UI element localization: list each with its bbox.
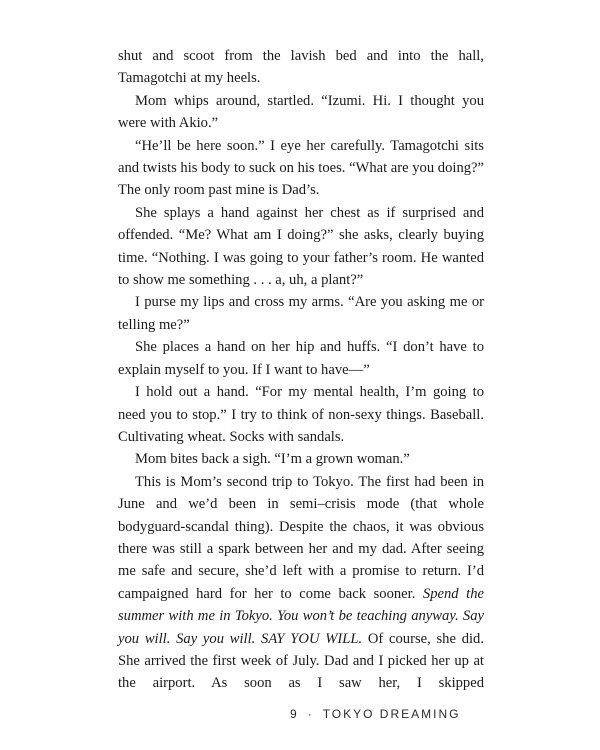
paragraph-1: shut and scoot from the lavish bed and into the hall, Tamagotchi at my heels. bbox=[118, 48, 484, 87]
paragraph-6: She places a hand on her hip and huffs. “I don’t have to explain myself to you. If I want to have—” bbox=[118, 339, 484, 378]
paragraph-5: I purse my lips and cross my arms. “Are you asking me or telling me?” bbox=[118, 294, 484, 333]
running-title: TOKYO DREAMING bbox=[322, 707, 461, 721]
body-text bbox=[118, 45, 484, 695]
paragraph-8: Mom bites back a sigh. “I’m a grown woman.” bbox=[135, 451, 410, 468]
paragraph-2: Mom whips around, startled. “Izumi. Hi. I thought you were with Akio.” bbox=[118, 92, 484, 132]
paragraph-4: She splays a hand against her chest as if surprised and offended. “Me? What am I doing?” she asks, clearly buying time. “Nothing. I was going to your father’s room. He wanted to show me something . . . a, uh, a plant?” bbox=[118, 204, 484, 289]
paragraph-7: I hold out a hand. “For my mental health, I’m going to need you to stop.” I try to think of non-sexy things. Baseball. Cultivating wheat. Socks with sandals. bbox=[118, 384, 484, 445]
footer-separator: · bbox=[307, 707, 314, 721]
page-number: 9 bbox=[290, 707, 299, 721]
paragraph-3: “He’ll be here soon.” I eye her carefully. Tamagotchi sits and twists his body to suck on his toes. “What are you doing?” The only room past mine is Dad’s. bbox=[118, 137, 484, 199]
paragraph-9: This is Mom’s second trip to Tokyo. The first had been in June and we’d been in semi–crisis mode (that whole bodyguard-scandal thing). Despite the chaos, it was obvious there was still a spark between her and my dad. After seeing me safe and secure, she’d left with a promise to return. I’d campaigned hard for her to come back sooner. Spend the summer with me in Tokyo. You won’t be teaching anyway. Say you will. Say you will. SAY YOU WILL. Of course, she did. She arrived the first week of July. Dad and I picked her up at the airport. As soon as I saw her, I skipped bbox=[118, 473, 485, 692]
italic-passage: Spend the summer with me in Tokyo. You won’t be teaching anyway. Say you will. Say you will. SAY YOU WILL. bbox=[118, 585, 484, 647]
page-footer bbox=[290, 707, 490, 721]
